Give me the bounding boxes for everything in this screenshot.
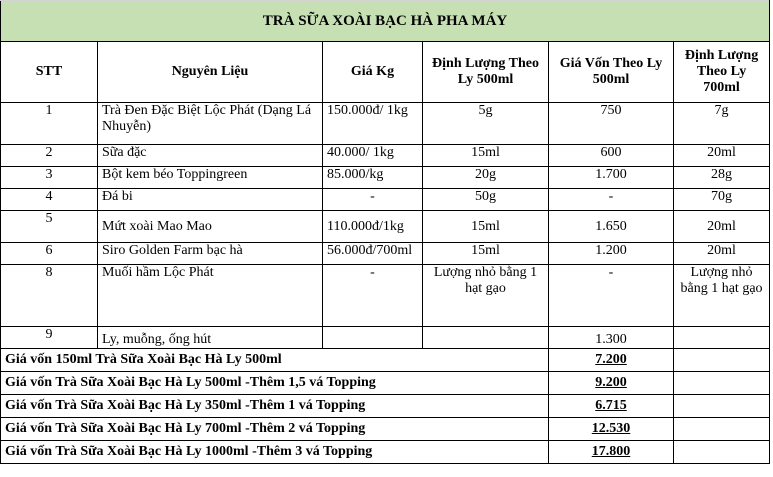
header-stt: STT: [1, 42, 98, 103]
cell-cost-500: -: [549, 189, 674, 211]
summary-value: 6.715: [549, 395, 674, 418]
cell-stt: 4: [1, 189, 98, 211]
cell-qty-500: 50g: [423, 189, 549, 211]
cell-ingredient: Bột kem béo Toppingreen: [98, 167, 323, 189]
cell-stt: 3: [1, 167, 98, 189]
cell-price: 110.000đ/1kg: [323, 211, 423, 243]
summary-empty-cell: [674, 441, 770, 464]
cell-qty-700: 70g: [674, 189, 770, 211]
cell-cost-500: 1.200: [549, 243, 674, 265]
cell-price: 56.000đ/700ml: [323, 243, 423, 265]
summary-value: 7.200: [549, 349, 674, 372]
summary-value: 9.200: [549, 372, 674, 395]
cell-qty-700: 7g: [674, 103, 770, 145]
cell-price: 40.000/ 1kg: [323, 145, 423, 167]
table-row: [1, 103, 770, 145]
cell-ingredient: Ly, muỗng, ống hút: [98, 327, 323, 349]
cell-ingredient: Siro Golden Farm bạc hà: [98, 243, 323, 265]
summary-label: Giá vốn Trà Sữa Xoài Bạc Hà Ly 700ml -Thêm 2 vá Topping: [1, 418, 549, 441]
cell-stt: 8: [1, 265, 98, 327]
summary-value: 17.800: [549, 441, 674, 464]
header-ingredient: Nguyên Liệu: [98, 42, 323, 103]
cell-qty-500: 20g: [423, 167, 549, 189]
cell-qty-500: 15ml: [423, 145, 549, 167]
cell-stt: 6: [1, 243, 98, 265]
table-row: [1, 243, 770, 265]
header-price: Giá Kg: [323, 42, 423, 103]
cell-ingredient: Đá bi: [98, 189, 323, 211]
cell-qty-700: Lượng nhỏ bằng 1 hạt gạo: [674, 265, 770, 327]
cell-cost-500: 1.300: [549, 327, 674, 349]
summary-empty-cell: [674, 349, 770, 372]
cell-price: 85.000/kg: [323, 167, 423, 189]
cell-price: -: [323, 189, 423, 211]
summary-label: Giá vốn Trà Sữa Xoài Bạc Hà Ly 500ml -Thêm 1,5 vá Topping: [1, 372, 549, 395]
cell-ingredient: Sữa đặc: [98, 145, 323, 167]
cell-cost-500: -: [549, 265, 674, 327]
summary-label: Giá vốn 150ml Trà Sữa Xoài Bạc Hà Ly 500ml: [1, 349, 549, 372]
summary-label: Giá vốn Trà Sữa Xoài Bạc Hà Ly 1000ml -Thêm 3 vá Topping: [1, 441, 549, 464]
cell-cost-500: 1.650: [549, 211, 674, 243]
cell-stt: 1: [1, 103, 98, 145]
cell-qty-700: 20ml: [674, 145, 770, 167]
cell-ingredient: Trà Đen Đặc Biệt Lộc Phát (Dạng Lá Nhuyễn): [98, 103, 323, 145]
header-qty-700: Định Lượng Theo Ly 700ml: [674, 42, 770, 103]
table-row: [1, 145, 770, 167]
summary-row: [1, 372, 770, 395]
cell-qty-700: 28g: [674, 167, 770, 189]
summary-row: [1, 418, 770, 441]
cell-stt: 9: [1, 327, 98, 349]
cell-qty-500: [423, 327, 549, 349]
cell-qty-700: 20ml: [674, 243, 770, 265]
summary-empty-cell: [674, 395, 770, 418]
cell-stt: 5: [1, 211, 98, 243]
table-row: [1, 327, 770, 349]
summary-row: [1, 441, 770, 464]
cell-qty-700: 20ml: [674, 211, 770, 243]
table-row: [1, 265, 770, 327]
cell-qty-500: 15ml: [423, 211, 549, 243]
cell-price: 150.000đ/ 1kg: [323, 103, 423, 145]
cell-qty-700: [674, 327, 770, 349]
sheet-title: TRÀ SỮA XOÀI BẠC HÀ PHA MÁY: [1, 1, 770, 42]
cell-qty-500: 5g: [423, 103, 549, 145]
summary-row: [1, 349, 770, 372]
header-qty-500: Định Lượng Theo Ly 500ml: [423, 42, 549, 103]
summary-empty-cell: [674, 418, 770, 441]
cell-ingredient: Mứt xoài Mao Mao: [98, 211, 323, 243]
summary-row: [1, 395, 770, 418]
cell-cost-500: 750: [549, 103, 674, 145]
cell-qty-500: 15ml: [423, 243, 549, 265]
cell-ingredient: Muối hầm Lộc Phát: [98, 265, 323, 327]
cell-qty-500: Lượng nhỏ bằng 1 hạt gạo: [423, 265, 549, 327]
table-row: [1, 167, 770, 189]
cell-price: [323, 327, 423, 349]
cell-stt: 2: [1, 145, 98, 167]
cell-cost-500: 600: [549, 145, 674, 167]
table-row: [1, 189, 770, 211]
header-cost-500: Giá Vốn Theo Ly 500ml: [549, 42, 674, 103]
summary-value: 12.530: [549, 418, 674, 441]
cell-price: -: [323, 265, 423, 327]
table-row: [1, 211, 770, 243]
cell-cost-500: 1.700: [549, 167, 674, 189]
summary-label: Giá vốn Trà Sữa Xoài Bạc Hà Ly 350ml -Thêm 1 vá Topping: [1, 395, 549, 418]
summary-empty-cell: [674, 372, 770, 395]
